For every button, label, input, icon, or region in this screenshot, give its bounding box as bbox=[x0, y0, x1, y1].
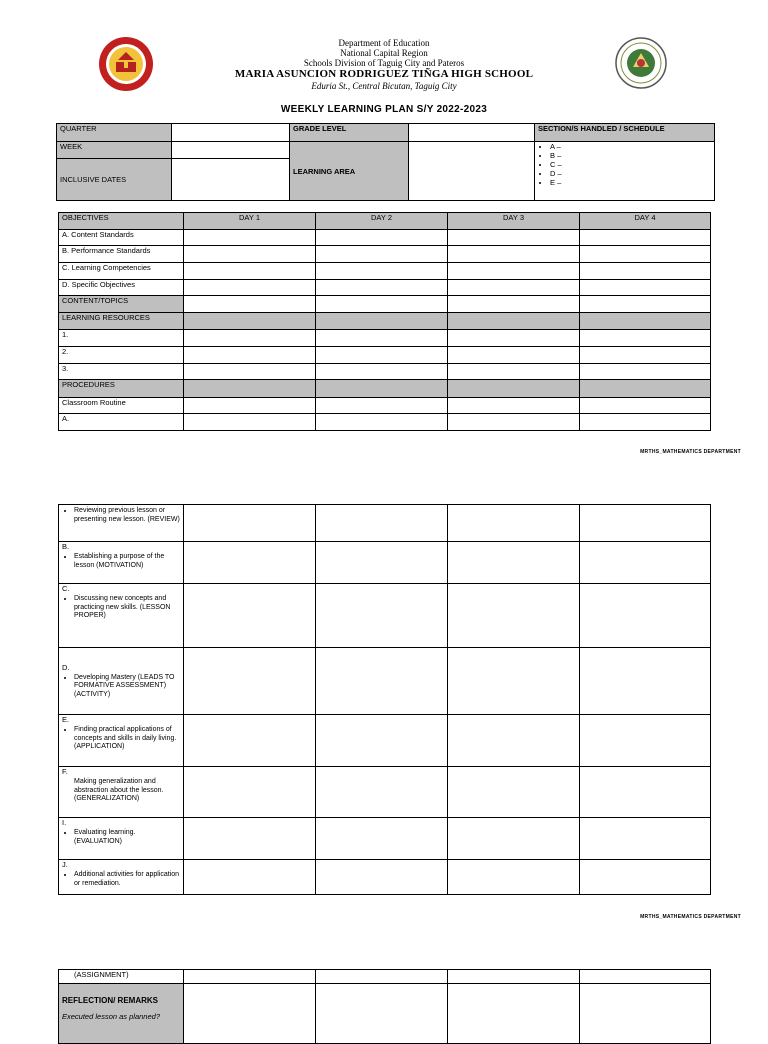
content-standards-label: A. Content Standards bbox=[59, 230, 184, 246]
day-cell[interactable] bbox=[316, 246, 448, 263]
table-row bbox=[59, 505, 711, 542]
day-cell[interactable] bbox=[580, 347, 711, 364]
day-3-header: DAY 3 bbox=[448, 213, 580, 230]
table-row bbox=[59, 818, 711, 860]
day-cell[interactable] bbox=[316, 414, 448, 431]
quarter-field[interactable] bbox=[172, 124, 290, 142]
procedure-letter: C. bbox=[62, 584, 70, 593]
table-row bbox=[59, 230, 711, 246]
day-cell[interactable] bbox=[580, 263, 711, 280]
day-cell[interactable] bbox=[184, 715, 316, 767]
table-row bbox=[59, 398, 711, 414]
day-cell[interactable] bbox=[184, 280, 316, 296]
day-cell[interactable] bbox=[316, 970, 448, 984]
table-row bbox=[59, 246, 711, 263]
day-cell bbox=[580, 313, 711, 330]
table-row bbox=[59, 715, 711, 767]
day-cell[interactable] bbox=[316, 648, 448, 715]
section-list bbox=[538, 142, 711, 187]
day-cell[interactable] bbox=[316, 542, 448, 584]
day-cell[interactable] bbox=[448, 364, 580, 380]
day-cell[interactable] bbox=[448, 648, 580, 715]
procedure-letter: I. bbox=[62, 818, 67, 827]
day-cell[interactable] bbox=[580, 818, 711, 860]
specific-objectives-label: D. Specific Objectives bbox=[59, 280, 184, 296]
day-cell[interactable] bbox=[316, 280, 448, 296]
day-cell[interactable] bbox=[184, 970, 316, 984]
day-cell[interactable] bbox=[448, 398, 580, 414]
content-topics-label: CONTENT/TOPICS bbox=[59, 296, 184, 313]
procedure-letter: B. bbox=[62, 542, 70, 551]
grade-level-label: GRADE LEVEL bbox=[290, 124, 409, 142]
info-table bbox=[56, 123, 715, 201]
day-cell bbox=[448, 313, 580, 330]
day-cell[interactable] bbox=[448, 715, 580, 767]
resource-2-label: 2. bbox=[59, 347, 184, 364]
section-item: • E – bbox=[550, 178, 711, 187]
review-item: • Reviewing previous lesson or presenting new lesson. (REVIEW) bbox=[74, 507, 180, 524]
activity-item: • Developing Mastery (LEADS TO FORMATIVE ASSESSMENT) (ACTIVITY) bbox=[74, 674, 180, 700]
day-cell[interactable] bbox=[184, 584, 316, 648]
procedures-label: PROCEDURES bbox=[59, 380, 184, 398]
day-cell[interactable] bbox=[580, 280, 711, 296]
day-cell[interactable] bbox=[184, 364, 316, 380]
day-cell[interactable] bbox=[184, 263, 316, 280]
procedure-cell bbox=[59, 818, 184, 860]
day-cell[interactable] bbox=[184, 860, 316, 895]
day-cell[interactable] bbox=[580, 414, 711, 431]
day-cell bbox=[184, 313, 316, 330]
day-cell[interactable] bbox=[184, 347, 316, 364]
evaluation-item: • Evaluating learning. (EVALUATION) bbox=[74, 829, 180, 846]
procedure-cell bbox=[59, 505, 184, 542]
day-cell[interactable] bbox=[580, 505, 711, 542]
day-cell[interactable] bbox=[580, 860, 711, 895]
day-cell[interactable] bbox=[580, 648, 711, 715]
school-name: MARIA ASUNCION RODRIGUEZ TIÑGA HIGH SCHOOL bbox=[234, 68, 534, 80]
procedure-cell bbox=[59, 648, 184, 715]
section-list-cell bbox=[535, 142, 715, 201]
day-cell bbox=[184, 380, 316, 398]
day-cell[interactable] bbox=[184, 505, 316, 542]
day-cell[interactable] bbox=[580, 970, 711, 984]
day-cell[interactable] bbox=[316, 860, 448, 895]
day-cell[interactable] bbox=[448, 970, 580, 984]
day-1-header: DAY 1 bbox=[184, 213, 316, 230]
sections-label: SECTION/S HANDLED / SCHEDULE bbox=[535, 124, 715, 142]
table-row bbox=[59, 263, 711, 280]
day-cell[interactable] bbox=[448, 584, 580, 648]
header-department: Department of Education bbox=[338, 38, 430, 48]
day-cell bbox=[580, 380, 711, 398]
table-row bbox=[59, 860, 711, 895]
week-field[interactable] bbox=[172, 142, 290, 159]
day-cell[interactable] bbox=[184, 818, 316, 860]
quarter-label: QUARTER bbox=[57, 124, 172, 142]
week-label: WEEK bbox=[57, 142, 172, 159]
table-row bbox=[59, 584, 711, 648]
section-item: • D – bbox=[550, 169, 711, 178]
day-cell[interactable] bbox=[580, 398, 711, 414]
procedure-a-label: A. bbox=[59, 414, 184, 431]
day-cell[interactable] bbox=[448, 330, 580, 347]
day-cell[interactable] bbox=[316, 715, 448, 767]
school-address: Eduria St., Central Bicutan, Taguig City bbox=[311, 81, 457, 91]
page-title: WEEKLY LEARNING PLAN S/Y 2022-2023 bbox=[280, 104, 488, 115]
day-cell[interactable] bbox=[316, 230, 448, 246]
day-cell[interactable] bbox=[184, 398, 316, 414]
day-cell[interactable] bbox=[184, 984, 316, 1044]
inclusive-dates-field[interactable] bbox=[172, 159, 290, 201]
learning-area-label: LEARNING AREA bbox=[290, 142, 409, 201]
day-cell[interactable] bbox=[316, 505, 448, 542]
day-cell[interactable] bbox=[580, 715, 711, 767]
day-cell[interactable] bbox=[316, 584, 448, 648]
procedure-letter: F. bbox=[62, 767, 68, 776]
procedure-letter: D. bbox=[62, 662, 70, 672]
day-cell[interactable] bbox=[316, 984, 448, 1044]
day-4-header: DAY 4 bbox=[580, 213, 711, 230]
table-row bbox=[59, 330, 711, 347]
table-row bbox=[59, 380, 711, 398]
reflection-table bbox=[58, 969, 711, 1044]
resource-3-label: 3. bbox=[59, 364, 184, 380]
day-cell bbox=[448, 380, 580, 398]
table-row bbox=[59, 296, 711, 313]
page-footer: MRTHS_MATHEMATICS DEPARTMENT bbox=[640, 914, 741, 920]
day-cell[interactable] bbox=[580, 364, 711, 380]
day-cell[interactable] bbox=[184, 648, 316, 715]
inclusive-dates-label: INCLUSIVE DATES bbox=[57, 159, 172, 201]
page-footer: MRTHS_MATHEMATICS DEPARTMENT bbox=[640, 449, 741, 455]
day-cell[interactable] bbox=[316, 364, 448, 380]
procedure-cell bbox=[59, 542, 184, 584]
day-cell[interactable] bbox=[184, 767, 316, 818]
table-row bbox=[59, 364, 711, 380]
day-cell[interactable] bbox=[580, 984, 711, 1044]
day-cell[interactable] bbox=[448, 263, 580, 280]
learning-area-field[interactable] bbox=[409, 142, 535, 201]
procedures-table bbox=[58, 504, 711, 895]
day-cell[interactable] bbox=[316, 767, 448, 818]
generalization-item: Making generalization and abstraction about the lesson. (GENERALIZATION) bbox=[74, 778, 164, 802]
day-cell[interactable] bbox=[184, 230, 316, 246]
day-cell[interactable] bbox=[316, 296, 448, 313]
motivation-item: • Establishing a purpose of the lesson (MOTIVATION) bbox=[74, 553, 180, 570]
learning-competencies-label: C. Learning Competencies bbox=[59, 263, 184, 280]
day-cell[interactable] bbox=[184, 296, 316, 313]
day-cell[interactable] bbox=[448, 414, 580, 431]
day-cell[interactable] bbox=[580, 230, 711, 246]
lesson-proper-item: • Discussing new concepts and practicing new skills. (LESSON PROPER) bbox=[74, 595, 180, 621]
procedure-letter: E. bbox=[62, 715, 70, 724]
section-item: • A – bbox=[550, 142, 711, 151]
day-cell[interactable] bbox=[316, 818, 448, 860]
day-cell[interactable] bbox=[184, 542, 316, 584]
day-cell[interactable] bbox=[448, 230, 580, 246]
day-2-header: DAY 2 bbox=[316, 213, 448, 230]
day-cell[interactable] bbox=[580, 330, 711, 347]
day-cell[interactable] bbox=[316, 330, 448, 347]
procedure-cell bbox=[59, 715, 184, 767]
day-cell[interactable] bbox=[448, 984, 580, 1044]
header-region: National Capital Region bbox=[340, 48, 428, 58]
table-row bbox=[59, 347, 711, 364]
day-cell[interactable] bbox=[580, 542, 711, 584]
school-header bbox=[0, 38, 768, 91]
reflection-label: REFLECTION/ REMARKS bbox=[62, 996, 158, 1005]
procedure-letter: J. bbox=[62, 860, 68, 869]
day-cell[interactable] bbox=[448, 767, 580, 818]
day-cell[interactable] bbox=[580, 767, 711, 818]
day-cell[interactable] bbox=[184, 414, 316, 431]
learning-resources-label: LEARNING RESOURCES bbox=[59, 313, 184, 330]
day-cell[interactable] bbox=[580, 296, 711, 313]
day-cell[interactable] bbox=[448, 347, 580, 364]
table-row bbox=[59, 414, 711, 431]
procedure-cell bbox=[59, 584, 184, 648]
section-item: • B – bbox=[550, 151, 711, 160]
table-row bbox=[59, 313, 711, 330]
table-row bbox=[59, 970, 711, 984]
table-row bbox=[59, 648, 711, 715]
table-row bbox=[59, 984, 711, 1044]
objectives-header: OBJECTIVES bbox=[59, 213, 184, 230]
plan-table bbox=[58, 212, 711, 431]
day-cell[interactable] bbox=[448, 860, 580, 895]
day-cell[interactable] bbox=[316, 398, 448, 414]
assignment-label: (ASSIGNMENT) bbox=[59, 970, 184, 984]
day-cell bbox=[316, 380, 448, 398]
day-cell[interactable] bbox=[184, 246, 316, 263]
procedure-cell bbox=[59, 860, 184, 895]
resource-1-label: 1. bbox=[59, 330, 184, 347]
day-cell[interactable] bbox=[448, 280, 580, 296]
performance-standards-label: B. Performance Standards bbox=[59, 246, 184, 263]
table-row bbox=[59, 280, 711, 296]
day-cell[interactable] bbox=[580, 584, 711, 648]
application-item: • Finding practical applications of concepts and skills in daily living.(APPLICATION) bbox=[74, 726, 180, 752]
procedure-cell bbox=[59, 767, 184, 818]
day-cell[interactable] bbox=[316, 347, 448, 364]
section-item: • C – bbox=[550, 160, 711, 169]
day-cell[interactable] bbox=[184, 330, 316, 347]
remediation-item: • Additional activities for application or remediation. bbox=[74, 871, 180, 888]
reflection-cell bbox=[59, 984, 184, 1044]
day-cell[interactable] bbox=[448, 246, 580, 263]
header-division: Schools Division of Taguig City and Pateros bbox=[303, 58, 465, 68]
day-cell[interactable] bbox=[448, 818, 580, 860]
grade-level-field[interactable] bbox=[409, 124, 535, 142]
day-cell[interactable] bbox=[448, 296, 580, 313]
classroom-routine-label: Classroom Routine bbox=[59, 398, 184, 414]
table-row bbox=[59, 542, 711, 584]
day-cell bbox=[316, 313, 448, 330]
table-row bbox=[59, 767, 711, 818]
day-cell[interactable] bbox=[448, 542, 580, 584]
day-cell[interactable] bbox=[316, 263, 448, 280]
executed-question: Executed lesson as planned? bbox=[62, 1012, 160, 1021]
day-cell[interactable] bbox=[448, 505, 580, 542]
day-cell[interactable] bbox=[580, 246, 711, 263]
